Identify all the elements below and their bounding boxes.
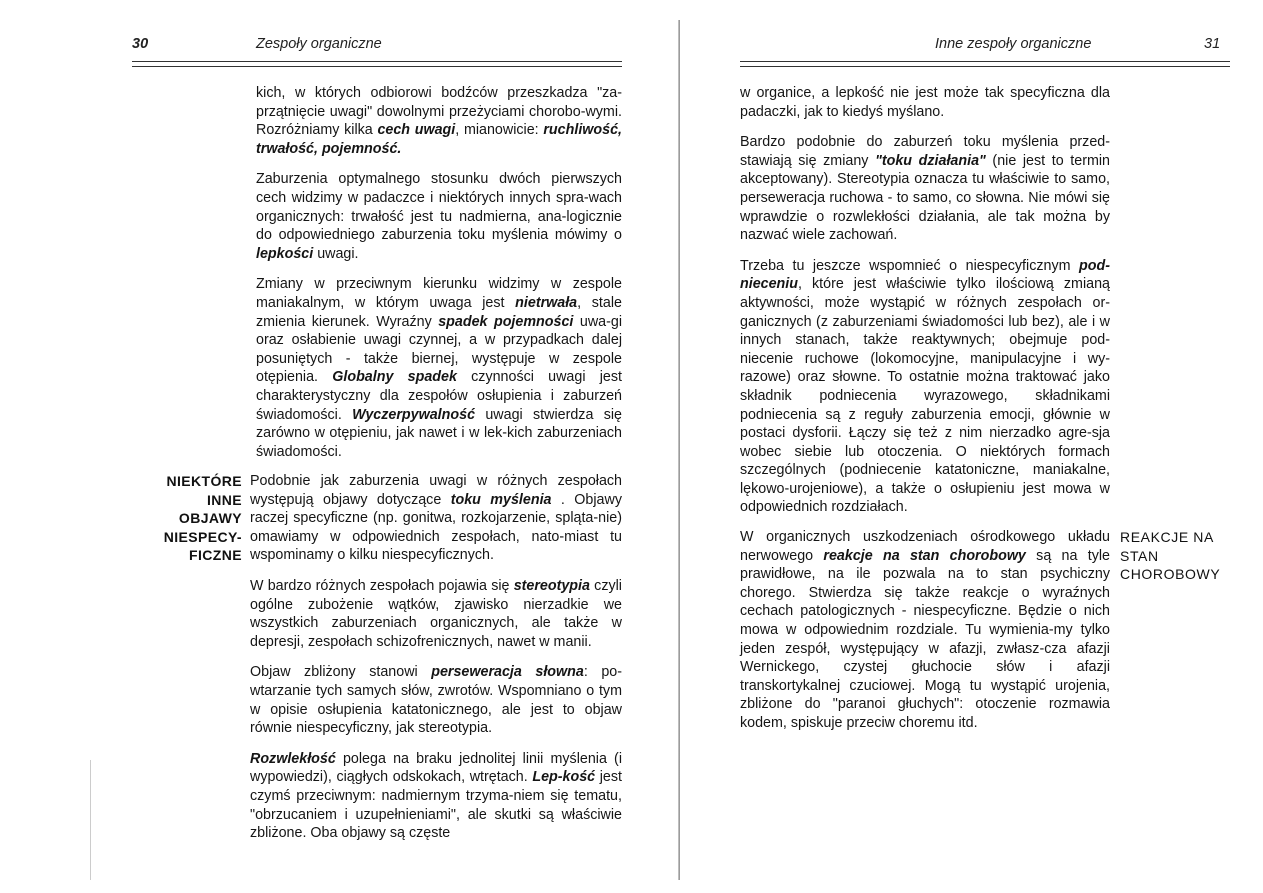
header-rule: [132, 61, 622, 62]
emphasized-term: "toku działania": [875, 152, 986, 169]
side-heading-line: REAKCJE NA: [1120, 529, 1214, 545]
text-run: polega na braku jednolitej linii myślenia (i wypowiedzi), ciągłych odskokach, wtrętach.: [250, 750, 622, 786]
emphasized-term: ruchliwość, trwałość, pojemność.: [256, 122, 623, 157]
text-run: czynności uwagi jest charakterystyczny dla zespołów osłupienia i zaburzeń świadomości.: [256, 369, 622, 423]
side-heading-line: NIESPECY-: [163, 528, 242, 545]
running-head-left: Zespoły organiczne: [256, 36, 382, 52]
emphasized-term: Rozwlekłość: [250, 750, 336, 767]
text-run: , mianowicie:: [455, 122, 544, 139]
text-run: uwa-gi oraz osłabienie uwagi czynnej, a w przypadkach dalej posuniętych - także biernej, występuje w zespole otępienia.: [256, 313, 623, 386]
emphasized-term: stereotypia: [513, 577, 590, 594]
page-number-right: 31: [1204, 36, 1221, 52]
right-page: [680, 0, 1263, 893]
text-run: , które jest właściwie tylko ilościową zmianą aktywności, może wystąpić w różnych zespołach or-ganicznych (z zaburzeniami świadomości lub bez), ale i w innych stanach, także reaktywnych; obejmuje pod-niecenie ruchowe (lokomocyjne, manipulacyjne i wy-razowe) oraz słowne. To ostatnie można traktować jako składnik podniecenia wyrazowego, składnikami podniecenia są z reguły zaburzenia emocji, głównie w postaci dysforii. Łączy się też z nim nierzadko agre-sja wobec siebie lub otoczenia. O niektórych formach szczególnych (podniecenie katatoniczne, maniakalne, lękowo-urojeniowe), a także o osłupieniu jest mowa w odpowiednich rozdziałach.: [740, 276, 1110, 516]
emphasized-term: perseweracja słowna: [431, 664, 584, 681]
side-heading-line: STAN: [1120, 547, 1159, 564]
emphasized-term: nietrwała: [515, 294, 578, 311]
header-rule: [740, 61, 1230, 62]
paragraph: [250, 663, 622, 737]
paragraph: [250, 472, 622, 565]
paragraph: [256, 84, 622, 158]
paragraph: [740, 528, 1110, 733]
side-heading-right: [1120, 528, 1260, 584]
text-block-left-1: [256, 84, 622, 461]
page-edge: [90, 760, 91, 880]
side-heading-line: INNE: [206, 491, 242, 508]
header-rule: [132, 66, 622, 67]
text-run: w organice, a lepkość nie jest może tak specyficzna dla padaczki, jak to kiedyś myślano.: [740, 85, 1110, 120]
emphasized-term: Lep-kość: [532, 769, 596, 786]
emphasized-term: Wyczerpywalność: [352, 406, 476, 423]
text-run: kich, w których odbiorowi bodźców przeszkadza "za-przątnięcie uwagi" dowolnymi przeżyciami chorobo-wymi. Rozróżniamy kilka: [256, 85, 622, 139]
paragraph: [250, 577, 622, 651]
emphasized-term: cech uwagi: [377, 122, 456, 139]
header-rule: [740, 66, 1230, 67]
emphasized-term: toku myślenia: [450, 491, 552, 508]
text-run: Objaw zbliżony stanowi: [250, 664, 432, 681]
text-run: czyli ogólne zubożenie wątków, zjawisko nierzadkie we wszystkich zaburzeniach organicznych, ale także w depresji, zespołach schizofrenicznych, nawet w manii.: [250, 577, 622, 650]
paragraph: [740, 257, 1110, 517]
side-heading-line: OBJAWY: [178, 510, 242, 527]
text-run: . Objawy raczej specyficzne (np. gonitwa, rozkojarzenie, spląta-nie) omawiamy w odpowiednich zespołach, nato-miast tu wspominamy o kilku niespecyficznych.: [250, 491, 622, 564]
text-run: W organicznych uszkodzeniach ośrodkowego układu nerwowego: [740, 529, 1110, 564]
paragraph: [740, 133, 1110, 245]
text-run: są na tyle prawidłowe, na ile pozwala na to stan psychiczny chorego. Stwierdza się także reakcje o wyraźnych cechach patologicznych - niespecyficzne. Będzie o nich mowa w odpowiednim rozdziale. Tu wymienia-my tylko jeden zespół, występujący w afazji, zwłasz-cza afazji Wernickego, czystej głuchocie słów i afazji transkortykalnej czuciowej. Mogą tu wystąpić urojenia, zbliżone do "paranoi głuchych": otoczenie rozmawia kodem, spiskuje przeciw choremu itd.: [740, 547, 1110, 731]
paragraph: [250, 750, 622, 843]
text-block-right-1: [740, 84, 1110, 517]
text-block-left-2: [250, 472, 622, 843]
page-number-left: 30: [132, 36, 149, 52]
side-heading-left: [150, 472, 242, 565]
text-run: : po-wtarzanie tych samych słów, zwrotów. Wspomniano o tym w opisie osłupienia katatonicznego, ale jest to objaw równie niespecyficzny, jak stereotypia.: [250, 664, 623, 737]
text-run: (nie jest to termin akceptowany). Stereotypia oznacza tu właściwie to samo, perseweracja ruchowa - to samo, co słowna. Nie mówi się wprawdzie o rozwlekłości działania, ale tak można by nazwać wiele zachowań.: [740, 152, 1111, 244]
emphasized-term: reakcje na stan chorobowy: [823, 547, 1026, 564]
emphasized-term: lepkości: [256, 245, 314, 262]
text-run: Podobnie jak zaburzenia uwagi w różnych zespołach występują objawy dotyczące: [250, 473, 622, 508]
paragraph: [740, 84, 1110, 121]
emphasized-term: Globalny spadek: [332, 369, 457, 386]
running-head-right: Inne zespoły organiczne: [935, 36, 1092, 52]
text-run: Bardzo podobnie do zaburzeń toku myślenia przed-stawiają się zmiany: [740, 134, 1110, 169]
side-heading-line: CHOROBOWY: [1120, 566, 1221, 583]
emphasized-term: spadek pojemności: [438, 313, 574, 330]
emphasized-term: pod-nieceniu: [740, 257, 1110, 293]
text-run: Trzeba tu jeszcze wspomnieć o niespecyficznym: [740, 257, 1080, 274]
paragraph: [256, 170, 622, 263]
side-heading-line: FICZNE: [189, 547, 242, 564]
text-run: Zmiany w przeciwnym kierunku widzimy w zespole maniakalnym, w którym uwaga jest: [256, 276, 622, 311]
paragraph: [256, 275, 622, 461]
side-heading-line: NIEKTÓRE: [166, 473, 242, 489]
text-block-right-2: [740, 528, 1110, 733]
text-run: uwagi.: [313, 245, 359, 262]
text-run: Zaburzenia optymalnego stosunku dwóch pierwszych cech widzimy w padaczce i niektórych innych spra-wach organicznych: trwałość jest tu nadmierna, ana-logicznie do odpowiedniego zaburzenia toku myślenia mówimy o: [256, 171, 622, 244]
text-run: uwagi stwierdza się zarówno w otępieniu, jak nawet i w lek-kich zaburzeniach świadomości.: [256, 406, 622, 460]
text-run: W bardzo różnych zespołach pojawia się: [250, 577, 514, 594]
text-run: , stale zmienia kierunek. Wyraźny: [256, 294, 622, 330]
text-run: jest czymś przeciwnym: nadmiernym trzyma-niem się tematu, "obrzucaniem i uzupełnieniami", ale skutki są właściwie zbliżone. Oba objawy są częste: [250, 769, 622, 842]
